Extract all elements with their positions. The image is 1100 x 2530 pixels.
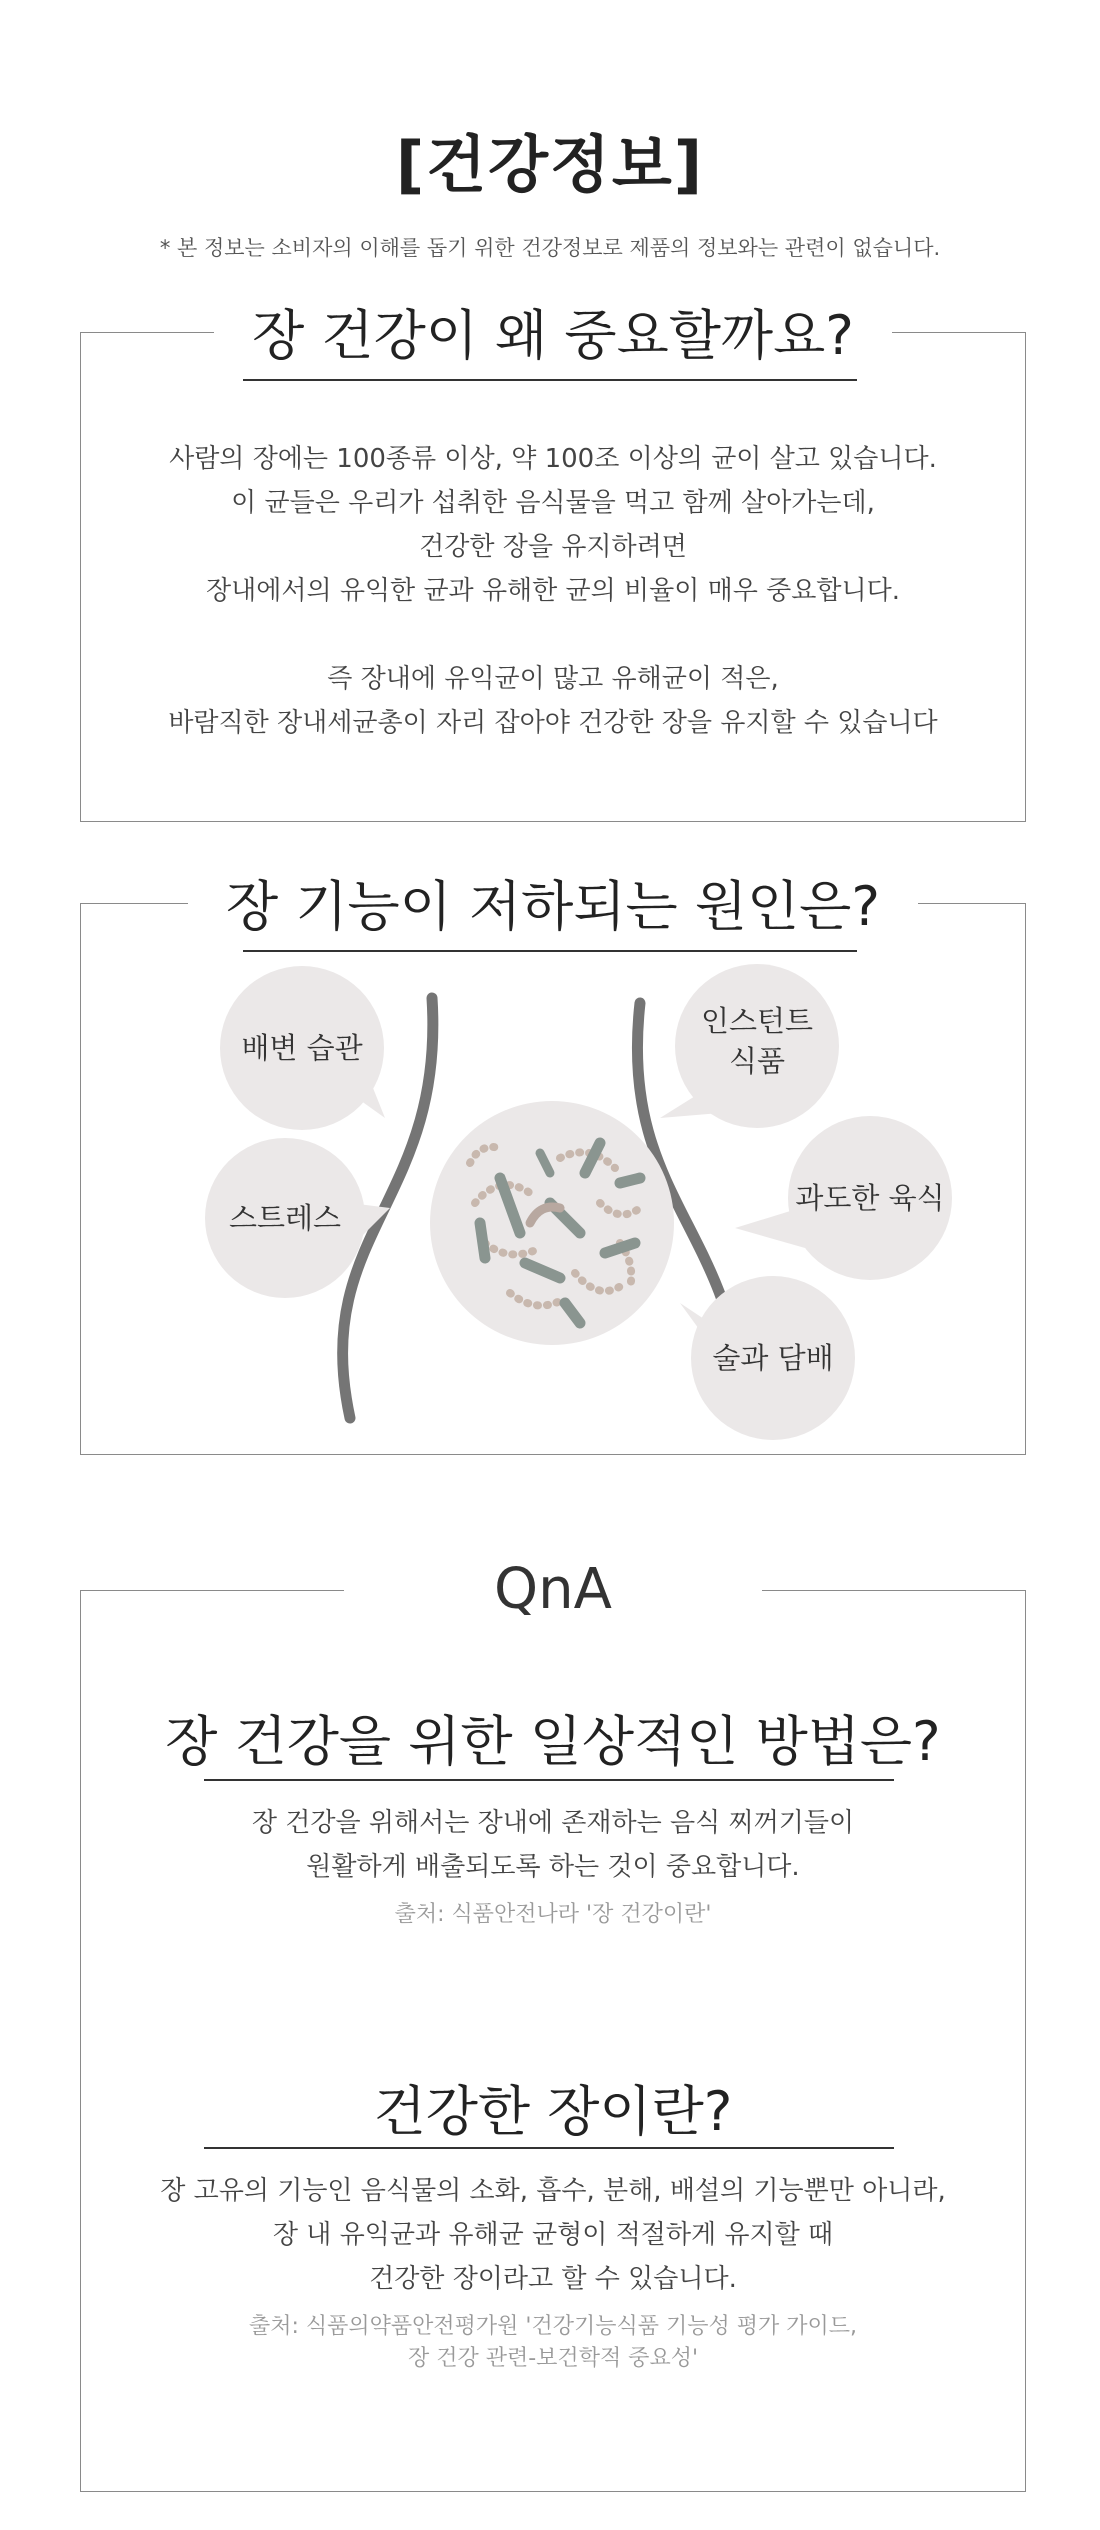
- answer-1: [81, 1801, 1025, 1889]
- source-line: 장 건강 관련-보건학적 중요성': [408, 2346, 698, 2371]
- section-causes: [80, 875, 1026, 1455]
- page-title: [건강정보]: [395, 128, 705, 201]
- causes-illustration: [80, 903, 1026, 1455]
- qna-question-1: 장 건강을 위한 일상적인 방법은?: [165, 1710, 941, 1773]
- section-title-wrap: [81, 293, 1025, 370]
- body-line: 바람직한 장내세균총이 자리 잡아야 건강한 장을 유지할 수 있습니다: [168, 708, 938, 738]
- answer-2-source: [81, 2311, 1025, 2375]
- answer-1-source: 출처: 식품안전나라 '장 건강이란': [394, 1902, 712, 1927]
- cause-bowel-habit: 배변 습관: [241, 1031, 363, 1065]
- cause-instant-line2: 식품: [728, 1044, 786, 1078]
- section-why-important: [80, 304, 1026, 822]
- qna-label-wrap: [81, 1557, 1025, 1622]
- qna-question-2: 건강한 장이란?: [373, 2080, 733, 2143]
- body-line: 장내에서의 유익한 균과 유해한 균의 비율이 매우 중요합니다.: [205, 576, 901, 606]
- bacteria-circle: [430, 1101, 674, 1345]
- disclaimer: * 본 정보는 소비자의 이해를 돕기 위한 건강정보로 제품의 정보와는 관련이 없습니다.: [159, 236, 941, 260]
- body-line: 즉 장내에 유익균이 많고 유해균이 적은,: [327, 664, 779, 694]
- cause-alcohol-tobacco: 술과 담배: [712, 1341, 834, 1375]
- qna-label: QnA: [344, 1557, 762, 1622]
- answer-line: 장 내 유익균과 유해균 균형이 적절하게 유지할 때: [272, 2220, 834, 2250]
- cause-instant-line1: 인스턴트: [700, 1004, 814, 1038]
- answer-line: 장 고유의 기능인 음식물의 소화, 흡수, 분해, 배설의 기능뿐만 아니라,: [160, 2176, 946, 2206]
- body-line: 건강한 장을 유지하려면: [419, 532, 687, 562]
- section-qna: [80, 1557, 1026, 2492]
- answer-line: 건강한 장이라고 할 수 있습니다.: [369, 2264, 737, 2294]
- cause-stress: 스트레스: [228, 1201, 342, 1235]
- answer-line: 장 건강을 위해서는 장내에 존재하는 음식 찌꺼기들이: [251, 1808, 855, 1838]
- section-title: 장 기능이 저하되는 원인은?: [188, 864, 918, 941]
- body-line: 사람의 장에는 100종류 이상, 약 100조 이상의 균이 살고 있습니다.: [169, 444, 937, 474]
- section-body: [81, 437, 1025, 745]
- body-line: 이 균들은 우리가 섭취한 음식물을 먹고 함께 살아가는데,: [231, 488, 875, 518]
- question-1-underline: [204, 1779, 894, 1781]
- answer-2: [81, 2169, 1025, 2301]
- section-title: 장 건강이 왜 중요할까요?: [214, 293, 892, 370]
- cause-overeating: 과도한 육식: [795, 1181, 945, 1215]
- title-underline: [243, 379, 857, 381]
- question-2-underline: [204, 2147, 894, 2149]
- answer-line: 원활하게 배출되도록 하는 것이 중요합니다.: [306, 1852, 800, 1882]
- source-line: 출처: 식품의약품안전평가원 '건강기능식품 기능성 평가 가이드,: [249, 2314, 857, 2339]
